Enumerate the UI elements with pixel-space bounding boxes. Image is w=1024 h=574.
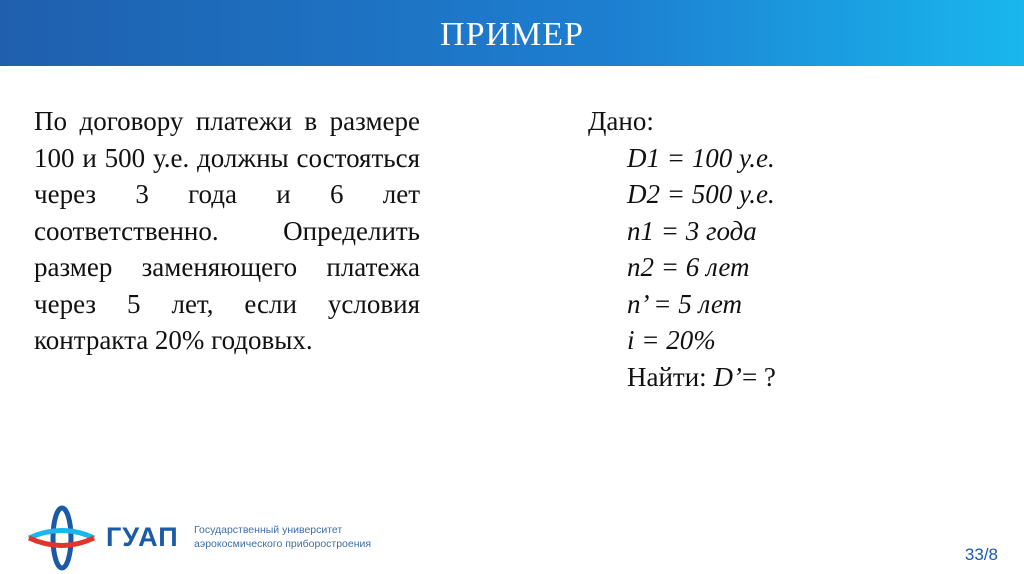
find-variable: D’ [713,361,742,392]
logo-subtitle-line-2: аэрокосмического приборостроения [194,538,372,550]
slide-title: ПРИМЕР [440,16,584,53]
logo-subtitle-line-1: Государственный университет [194,524,343,536]
find-label: Найти: [627,361,707,392]
given-block [588,103,776,395]
guap-logo [26,503,406,573]
given-row-d2: D2 = 500 у.е. [627,179,775,209]
given-row-n-prime: n’ = 5 лет [627,288,743,319]
logo-subtitle [194,523,371,551]
given-row-n1: n1 = 3 года [627,215,757,246]
find-rest: = ? [741,361,776,392]
problem-statement: По договору платежи в размере 100 и 500 у.е. должны состояться через 3 года и 6 лет соответственно. Определить размер заменяющего платежа через 5 лет, если условия контракта 20% годовых. [34,106,420,355]
given-row-n2: n2 = 6 лет [627,252,750,282]
given-label: Дано: [588,106,654,136]
page-number: 33/8 [964,545,998,564]
logo-wordmark: ГУАП [106,522,179,552]
guap-emblem-icon [26,503,96,573]
given-row-d1: D1 = 100 у.е. [627,142,775,173]
find-row [588,359,776,396]
given-row-i: i = 20% [627,325,716,355]
